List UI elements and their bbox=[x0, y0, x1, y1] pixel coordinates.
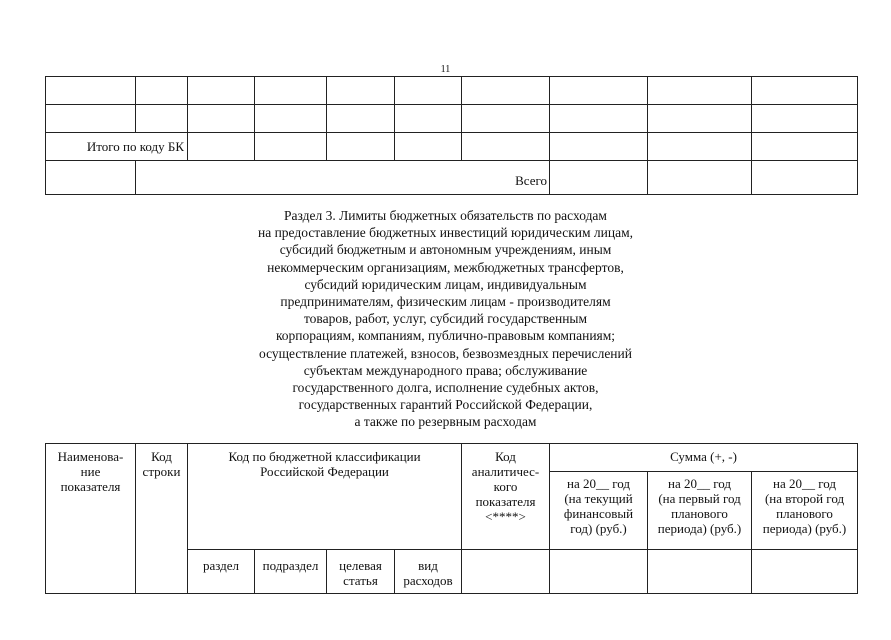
section-title: Раздел 3. Лимиты бюджетных обязательств по расходам на предоставление бюджетных инвестиций юридическим лицам, субсидий бюджетным и автономным учреждениям, иным некоммерческим организациям, межбюджетных трансфертов, субсидий юридическим лицам, индивидуальным предпринимателям, физическим лицам - производителям товаров, работ, услуг, субсидий государственным корпорациям, компаниям, публично-правовым компаниям; осуществление платежей, взносов, безвозмездных перечислений субъектам международного права; обслуживание государственного долга, исполнение судебных актов, государственных гарантий Российской Федерации, а также по резервным расходам bbox=[257, 208, 634, 430]
col-sum-header: Сумма (+, -) bbox=[550, 444, 858, 472]
vsego-label: Всего bbox=[136, 161, 550, 195]
budget-table-top bbox=[45, 76, 858, 195]
sub-razdel-header: раздел bbox=[188, 550, 255, 594]
col-bk-header: Код по бюджетной классификации Российской Федерации bbox=[188, 444, 462, 550]
col-analytic-header: Код аналитичес- кого показателя <****> bbox=[462, 444, 550, 550]
sum-current-year-header: на 20__ год (на текущий финансовый год) (руб.) bbox=[550, 472, 648, 550]
sum-second-plan-year-header: на 20__ год (на второй год планового периода) (руб.) bbox=[752, 472, 858, 550]
sub-celevaya-header: целевая статья bbox=[327, 550, 395, 594]
itogo-row bbox=[46, 133, 858, 161]
table-header-row bbox=[46, 444, 858, 472]
sum-first-plan-year-header: на 20__ год (на первый год планового периода) (руб.) bbox=[648, 472, 752, 550]
col-kod-stroki-header: Код строки bbox=[136, 444, 188, 594]
page-number: 11 bbox=[440, 64, 451, 75]
table-row bbox=[46, 77, 858, 105]
section3-table bbox=[45, 443, 858, 594]
table-row bbox=[46, 105, 858, 133]
vsego-row bbox=[46, 161, 858, 195]
sub-podrazdel-header: подраздел bbox=[255, 550, 327, 594]
sub-vid-header: вид расходов bbox=[395, 550, 462, 594]
col-name-header: Наименова- ние показателя bbox=[46, 444, 136, 594]
itogo-label: Итого по коду БК bbox=[46, 133, 188, 161]
